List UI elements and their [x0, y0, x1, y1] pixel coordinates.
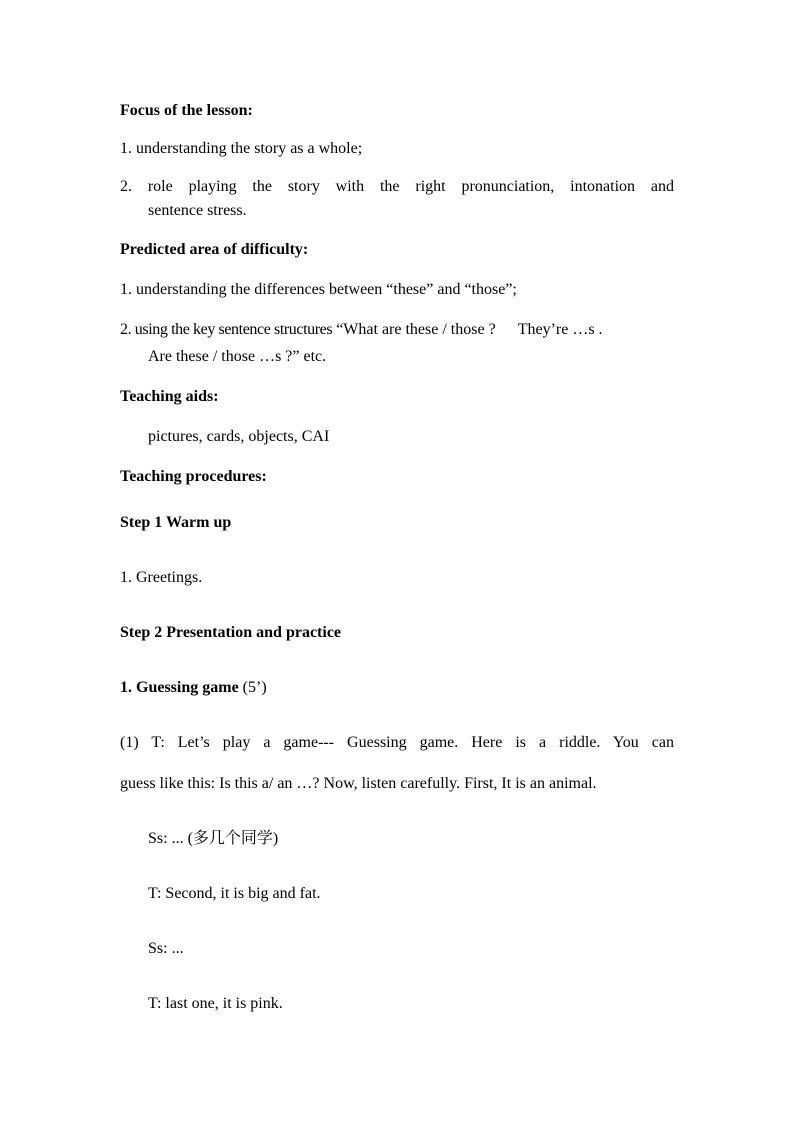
dialogue-t-2: T: Second, it is big and fat. — [148, 885, 321, 902]
step2-paragraph-line-2: guess like this: Is this a/ an …? Now, listen carefully. First, It is an animal. — [120, 775, 597, 792]
step1-heading: Step 1 Warm up — [120, 514, 232, 531]
focus-heading: Focus of the lesson: — [120, 102, 253, 119]
guessing-game-title: 1. Guessing game — [120, 679, 239, 696]
dialogue-ss-1: Ss: ... (多几个同学) — [148, 830, 279, 847]
difficulty-heading: Predicted area of difficulty: — [120, 241, 309, 258]
step2-heading: Step 2 Presentation and practice — [120, 624, 342, 641]
difficulty-item-2-line-1 — [120, 320, 603, 340]
dialogue-ss-2: Ss: ... — [148, 940, 184, 957]
step1-item-1: 1. Greetings. — [120, 569, 203, 586]
procedures-heading: Teaching procedures: — [120, 468, 267, 485]
step2-sub-heading — [120, 678, 267, 698]
aids-text: pictures, cards, objects, CAI — [148, 428, 330, 445]
focus-item-2-line-2: sentence stress. — [148, 202, 247, 219]
difficulty-item-1: 1. understanding the differences between “these” and “those”; — [120, 281, 517, 298]
step2-paragraph-line-1: (1) T: Let’s play a game--- Guessing game. Here is a riddle. You can — [120, 734, 674, 751]
difficulty-item-2-prefix: 2. using the key sentence structures — [120, 321, 333, 338]
dialogue-t-3: T: last one, it is pink. — [148, 995, 283, 1012]
difficulty-item-2-question-1: “What are these / those ? — [336, 321, 496, 338]
focus-item-1: 1. understanding the story as a whole; — [120, 140, 363, 157]
guessing-game-time: (5’) — [238, 679, 267, 696]
focus-item-2-line-1: 2. role playing the story with the right pronunciation, intonation and — [120, 178, 674, 195]
aids-heading: Teaching aids: — [120, 388, 219, 405]
difficulty-item-2-line-2: Are these / those …s ?” etc. — [148, 348, 327, 365]
difficulty-item-2-question-2: They’re …s . — [517, 321, 603, 338]
